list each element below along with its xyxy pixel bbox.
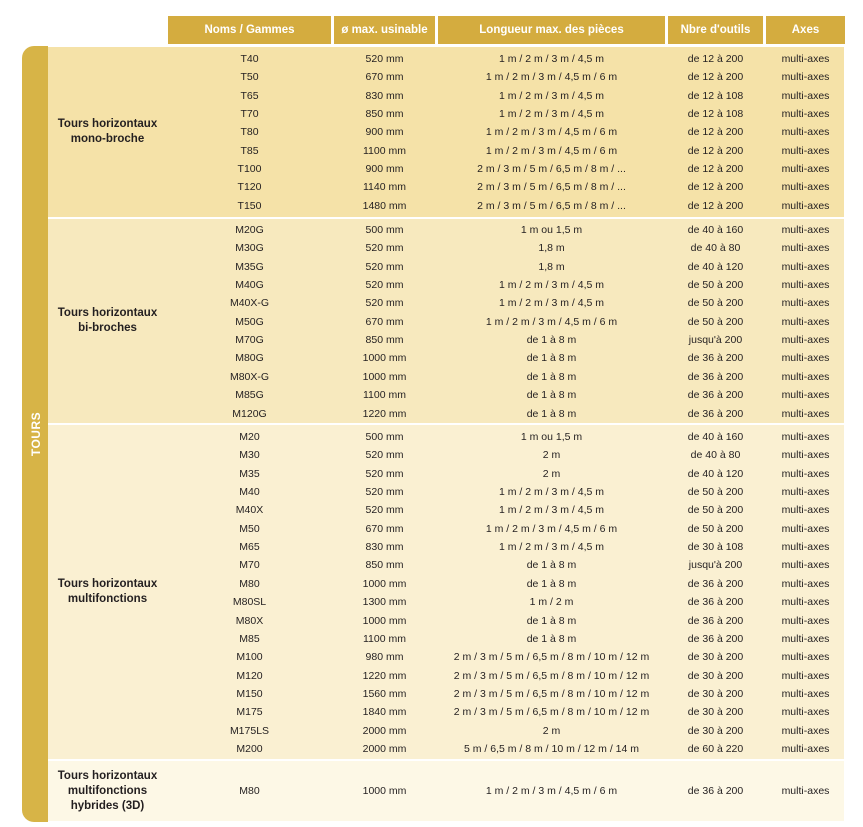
cell-axes: multi-axes bbox=[781, 522, 830, 535]
category-cell bbox=[48, 761, 167, 821]
cell-diameter: 520 mm bbox=[365, 449, 404, 462]
column-axes bbox=[766, 425, 845, 759]
cell-model: M120G bbox=[232, 407, 267, 420]
cell-length: 1 m / 2 m / 3 m / 4,5 m bbox=[498, 108, 605, 121]
cell-axes: multi-axes bbox=[781, 199, 830, 212]
cell-model: M40X bbox=[235, 504, 264, 517]
cell-model: T70 bbox=[240, 108, 259, 121]
cell-tools: de 50 à 200 bbox=[687, 315, 744, 328]
cell-length: de 1 à 8 m bbox=[526, 370, 577, 383]
cell-length: 1 m / 2 m / 3 m / 4,5 m / 6 m bbox=[485, 144, 618, 157]
cell-length: de 1 à 8 m bbox=[526, 352, 577, 365]
cell-axes: multi-axes bbox=[781, 334, 830, 347]
cell-length: 2 m / 3 m / 5 m / 6,5 m / 8 m / ... bbox=[477, 181, 626, 194]
cell-tools: de 40 à 160 bbox=[687, 431, 744, 443]
category-label: Tours horizontaux bi-broches bbox=[57, 307, 158, 334]
section-3 bbox=[48, 425, 844, 759]
category-label: Tours horizontaux mono-broche bbox=[57, 118, 158, 145]
cell-diameter: 520 mm bbox=[365, 297, 404, 310]
cell-model: M65 bbox=[239, 541, 260, 554]
cell-axes: multi-axes bbox=[781, 449, 830, 462]
cell-model: M175LS bbox=[229, 724, 270, 737]
cell-model: M200 bbox=[236, 742, 263, 755]
cell-model: M80SL bbox=[232, 596, 267, 609]
cell-axes: multi-axes bbox=[781, 108, 830, 121]
cell-diameter: 830 mm bbox=[365, 541, 404, 554]
cell-length: 2 m bbox=[542, 467, 561, 480]
cell-model: T150 bbox=[237, 199, 262, 212]
cell-tools: de 40 à 120 bbox=[687, 467, 744, 480]
cell-diameter: 1000 mm bbox=[362, 577, 407, 590]
cell-tools: de 36 à 200 bbox=[687, 632, 744, 645]
cell-tools: de 40 à 120 bbox=[687, 260, 744, 273]
cell-length: 1 m / 2 m / 3 m / 4,5 m bbox=[498, 279, 605, 292]
cell-length: 1 m / 2 m / 3 m / 4,5 m bbox=[498, 89, 605, 102]
column-axes bbox=[766, 761, 845, 821]
cell-axes: multi-axes bbox=[781, 467, 830, 480]
cell-axes: multi-axes bbox=[781, 669, 830, 682]
cell-diameter: 900 mm bbox=[365, 163, 404, 176]
cell-axes: multi-axes bbox=[781, 370, 830, 383]
cell-length: 1 m / 2 m / 3 m / 4,5 m bbox=[498, 486, 605, 499]
cell-tools: de 36 à 200 bbox=[687, 370, 744, 383]
cell-length: 2 m / 3 m / 5 m / 6,5 m / 8 m / ... bbox=[477, 163, 626, 176]
cell-length: 2 m / 3 m / 5 m / 6,5 m / 8 m / 10 m / 12 m bbox=[453, 651, 650, 664]
cell-axes: multi-axes bbox=[781, 389, 830, 402]
cell-tools: de 36 à 200 bbox=[687, 596, 744, 609]
cell-model: M85G bbox=[235, 389, 264, 402]
section-2 bbox=[48, 219, 844, 423]
cell-tools: de 12 à 200 bbox=[687, 144, 744, 157]
category-cell bbox=[48, 47, 167, 217]
column-diameter bbox=[334, 219, 435, 423]
cell-diameter: 500 mm bbox=[365, 431, 404, 443]
cell-diameter: 1100 mm bbox=[363, 389, 406, 402]
cell-model: M50G bbox=[235, 315, 264, 328]
cell-axes: multi-axes bbox=[781, 724, 830, 737]
cell-tools: de 12 à 108 bbox=[687, 89, 744, 102]
cell-model: T80 bbox=[240, 126, 259, 139]
cell-tools: de 30 à 200 bbox=[687, 651, 744, 664]
cell-tools: de 12 à 200 bbox=[687, 53, 744, 65]
cell-length: de 1 à 8 m bbox=[526, 632, 577, 645]
cell-diameter: 520 mm bbox=[365, 504, 404, 517]
header-axes: Axes bbox=[766, 16, 845, 44]
column-axes bbox=[766, 219, 845, 423]
section-1 bbox=[48, 47, 844, 217]
cell-model: T40 bbox=[240, 53, 259, 65]
cell-length: 1 m / 2 m / 3 m / 4,5 m bbox=[498, 504, 605, 517]
section-4 bbox=[48, 761, 844, 821]
cell-model: M35 bbox=[239, 467, 260, 480]
column-diameter bbox=[334, 761, 435, 821]
cell-model: M70 bbox=[239, 559, 260, 572]
header-tools: Nbre d'outils bbox=[668, 16, 763, 44]
cell-axes: multi-axes bbox=[781, 53, 830, 65]
cell-tools: de 30 à 200 bbox=[687, 706, 744, 719]
cell-length: 1 m / 2 m / 3 m / 4,5 m bbox=[498, 541, 605, 554]
cell-tools: de 36 à 200 bbox=[687, 389, 744, 402]
cell-axes: multi-axes bbox=[781, 504, 830, 517]
cell-model: M30G bbox=[235, 242, 264, 255]
cell-tools: jusqu'à 200 bbox=[688, 559, 743, 572]
cell-diameter: 1140 mm bbox=[363, 181, 406, 194]
cell-length: 1 m / 2 m / 3 m / 4,5 m / 6 m bbox=[485, 522, 618, 535]
cell-model: T85 bbox=[240, 144, 259, 157]
cell-tools: de 12 à 200 bbox=[687, 199, 744, 212]
header-names: Noms / Gammes bbox=[168, 16, 331, 44]
cell-length: 1,8 m bbox=[538, 242, 565, 255]
cell-diameter: 1000 mm bbox=[362, 785, 407, 797]
cell-axes: multi-axes bbox=[781, 71, 830, 84]
header-length: Longueur max. des pièces bbox=[438, 16, 665, 44]
column-length bbox=[438, 47, 665, 217]
cell-tools: de 50 à 200 bbox=[687, 279, 744, 292]
cell-axes: multi-axes bbox=[781, 181, 830, 194]
cell-tools: de 12 à 200 bbox=[687, 126, 744, 139]
cell-length: de 1 à 8 m bbox=[526, 407, 577, 420]
cell-axes: multi-axes bbox=[781, 559, 830, 572]
tours-side-label: TOURS bbox=[29, 411, 44, 457]
cell-tools: de 30 à 200 bbox=[687, 724, 744, 737]
cell-model: M85 bbox=[239, 632, 260, 645]
cell-length: 1,8 m bbox=[538, 260, 565, 273]
cell-diameter: 670 mm bbox=[365, 315, 404, 328]
cell-axes: multi-axes bbox=[781, 596, 830, 609]
cell-tools: de 36 à 200 bbox=[687, 614, 744, 627]
cell-diameter: 670 mm bbox=[365, 71, 404, 84]
cell-diameter: 520 mm bbox=[365, 260, 404, 273]
cell-model: M30 bbox=[239, 449, 260, 462]
cell-axes: multi-axes bbox=[781, 242, 830, 255]
cell-diameter: 520 mm bbox=[365, 279, 404, 292]
cell-model: M20G bbox=[235, 224, 264, 236]
cell-tools: de 12 à 108 bbox=[687, 108, 744, 121]
cell-diameter: 1560 mm bbox=[362, 687, 407, 700]
cell-diameter: 1220 mm bbox=[362, 669, 407, 682]
cell-axes: multi-axes bbox=[781, 577, 830, 590]
cell-tools: de 36 à 200 bbox=[687, 352, 744, 365]
category-label: Tours horizontaux multifonctions bbox=[57, 578, 158, 605]
cell-length: 1 m / 2 m / 3 m / 4,5 m / 6 m bbox=[485, 126, 618, 139]
category-cell bbox=[48, 219, 167, 423]
cell-axes: multi-axes bbox=[781, 632, 830, 645]
cell-length: 2 m bbox=[542, 724, 561, 737]
cell-length: 2 m / 3 m / 5 m / 6,5 m / 8 m / 10 m / 12 m bbox=[453, 669, 650, 682]
cell-tools: jusqu'à 200 bbox=[688, 334, 743, 347]
cell-tools: de 50 à 200 bbox=[687, 504, 744, 517]
cell-model: M50 bbox=[239, 522, 260, 535]
cell-tools: de 50 à 200 bbox=[687, 297, 744, 310]
cell-model: M40G bbox=[235, 279, 264, 292]
cell-axes: multi-axes bbox=[781, 407, 830, 420]
column-axes bbox=[766, 47, 845, 217]
cell-axes: multi-axes bbox=[781, 144, 830, 157]
cell-model: T65 bbox=[240, 89, 259, 102]
column-model bbox=[168, 219, 331, 423]
cell-tools: de 30 à 108 bbox=[687, 541, 744, 554]
cell-diameter: 850 mm bbox=[365, 334, 404, 347]
cell-diameter: 520 mm bbox=[365, 242, 404, 255]
cell-model: M35G bbox=[235, 260, 264, 273]
cell-axes: multi-axes bbox=[781, 687, 830, 700]
cell-tools: de 36 à 200 bbox=[687, 407, 744, 420]
cell-diameter: 2000 mm bbox=[362, 724, 407, 737]
cell-length: 2 m / 3 m / 5 m / 6,5 m / 8 m / 10 m / 12 m bbox=[453, 687, 650, 700]
cell-diameter: 1100 mm bbox=[363, 632, 406, 645]
cell-model: T120 bbox=[237, 181, 262, 194]
cell-tools: de 40 à 160 bbox=[687, 224, 744, 236]
cell-axes: multi-axes bbox=[781, 352, 830, 365]
cell-axes: multi-axes bbox=[781, 614, 830, 627]
cell-diameter: 1000 mm bbox=[362, 370, 407, 383]
cell-diameter: 520 mm bbox=[365, 53, 404, 65]
cell-tools: de 40 à 80 bbox=[690, 242, 741, 255]
column-length bbox=[438, 219, 665, 423]
cell-model: T50 bbox=[240, 71, 259, 84]
cell-model: M40X-G bbox=[229, 297, 270, 310]
column-diameter bbox=[334, 47, 435, 217]
cell-length: 2 m / 3 m / 5 m / 6,5 m / 8 m / 10 m / 12 m bbox=[453, 706, 650, 719]
cell-length: de 1 à 8 m bbox=[526, 334, 577, 347]
column-diameter bbox=[334, 425, 435, 759]
cell-tools: de 12 à 200 bbox=[687, 181, 744, 194]
column-length bbox=[438, 761, 665, 821]
cell-length: 1 m ou 1,5 m bbox=[520, 431, 583, 443]
cell-diameter: 2000 mm bbox=[362, 742, 407, 755]
cell-axes: multi-axes bbox=[781, 541, 830, 554]
cell-model: M40 bbox=[239, 486, 260, 499]
cell-model: M80G bbox=[235, 352, 264, 365]
cell-axes: multi-axes bbox=[781, 651, 830, 664]
cell-axes: multi-axes bbox=[781, 785, 830, 797]
cell-model: M20 bbox=[239, 431, 260, 443]
cell-tools: de 30 à 200 bbox=[687, 687, 744, 700]
cell-diameter: 1000 mm bbox=[362, 352, 407, 365]
cell-axes: multi-axes bbox=[781, 260, 830, 273]
cell-tools: de 30 à 200 bbox=[687, 669, 744, 682]
cell-diameter: 980 mm bbox=[365, 651, 404, 664]
cell-length: de 1 à 8 m bbox=[526, 614, 577, 627]
cell-length: 5 m / 6,5 m / 8 m / 10 m / 12 m / 14 m bbox=[463, 742, 640, 755]
column-tools bbox=[668, 761, 763, 821]
column-length bbox=[438, 425, 665, 759]
cell-model: M100 bbox=[236, 651, 263, 664]
tours-side-label-wrap bbox=[24, 46, 48, 822]
cell-tools: de 12 à 200 bbox=[687, 163, 744, 176]
cell-axes: multi-axes bbox=[781, 742, 830, 755]
cell-diameter: 520 mm bbox=[365, 467, 404, 480]
cell-length: 1 m ou 1,5 m bbox=[520, 224, 583, 236]
cell-diameter: 850 mm bbox=[365, 108, 404, 121]
cell-diameter: 1480 mm bbox=[362, 199, 407, 212]
cell-axes: multi-axes bbox=[781, 706, 830, 719]
column-tools bbox=[668, 47, 763, 217]
cell-length: 1 m / 2 m / 3 m / 4,5 m / 6 m bbox=[485, 315, 618, 328]
cell-axes: multi-axes bbox=[781, 224, 830, 236]
cell-diameter: 1000 mm bbox=[362, 614, 407, 627]
cell-axes: multi-axes bbox=[781, 163, 830, 176]
cell-tools: de 12 à 200 bbox=[687, 71, 744, 84]
column-model bbox=[168, 761, 331, 821]
cell-model: M80X-G bbox=[229, 370, 270, 383]
cell-tools: de 50 à 200 bbox=[687, 522, 744, 535]
cell-diameter: 1100 mm bbox=[363, 144, 406, 157]
column-model bbox=[168, 47, 331, 217]
cell-diameter: 900 mm bbox=[365, 126, 404, 139]
cell-model: M80 bbox=[239, 785, 260, 797]
cell-axes: multi-axes bbox=[781, 486, 830, 499]
cell-length: 1 m / 2 m bbox=[529, 596, 574, 609]
column-tools bbox=[668, 219, 763, 423]
cell-tools: de 36 à 200 bbox=[687, 785, 744, 797]
cell-model: M175 bbox=[236, 706, 263, 719]
cell-length: de 1 à 8 m bbox=[526, 559, 577, 572]
cell-tools: de 50 à 200 bbox=[687, 486, 744, 499]
cell-diameter: 1220 mm bbox=[362, 407, 407, 420]
cell-axes: multi-axes bbox=[781, 431, 830, 443]
cell-model: M80X bbox=[235, 614, 264, 627]
cell-model: M120 bbox=[236, 669, 263, 682]
cell-length: 2 m / 3 m / 5 m / 6,5 m / 8 m / ... bbox=[477, 199, 626, 212]
cell-axes: multi-axes bbox=[781, 315, 830, 328]
header-diameter: ø max. usinable bbox=[334, 16, 435, 44]
cell-length: de 1 à 8 m bbox=[526, 389, 577, 402]
cell-length: 2 m bbox=[542, 449, 561, 462]
cell-length: 1 m / 2 m / 3 m / 4,5 m / 6 m bbox=[485, 71, 618, 84]
cell-diameter: 670 mm bbox=[365, 522, 404, 535]
cell-tools: de 40 à 80 bbox=[690, 449, 741, 462]
cell-diameter: 520 mm bbox=[365, 486, 404, 499]
cell-length: 1 m / 2 m / 3 m / 4,5 m bbox=[498, 297, 605, 310]
cell-tools: de 36 à 200 bbox=[687, 577, 744, 590]
cell-model: M150 bbox=[236, 687, 263, 700]
cell-model: T100 bbox=[237, 163, 262, 176]
cell-axes: multi-axes bbox=[781, 89, 830, 102]
cell-axes: multi-axes bbox=[781, 279, 830, 292]
cell-axes: multi-axes bbox=[781, 297, 830, 310]
cell-diameter: 1300 mm bbox=[362, 596, 407, 609]
cell-length: de 1 à 8 m bbox=[526, 577, 577, 590]
cell-tools: de 60 à 220 bbox=[687, 742, 744, 755]
cell-length: 1 m / 2 m / 3 m / 4,5 m bbox=[498, 53, 605, 65]
cell-diameter: 830 mm bbox=[365, 89, 404, 102]
cell-diameter: 500 mm bbox=[365, 224, 404, 236]
cell-diameter: 1840 mm bbox=[362, 706, 407, 719]
cell-model: M80 bbox=[239, 577, 260, 590]
category-cell bbox=[48, 425, 167, 759]
category-label: Tours horizontaux multifonctions hybrides (3D) bbox=[57, 769, 158, 812]
column-tools bbox=[668, 425, 763, 759]
cell-length: 1 m / 2 m / 3 m / 4,5 m / 6 m bbox=[485, 785, 618, 797]
cell-diameter: 850 mm bbox=[365, 559, 404, 572]
column-model bbox=[168, 425, 331, 759]
cell-axes: multi-axes bbox=[781, 126, 830, 139]
cell-model: M70G bbox=[235, 334, 264, 347]
